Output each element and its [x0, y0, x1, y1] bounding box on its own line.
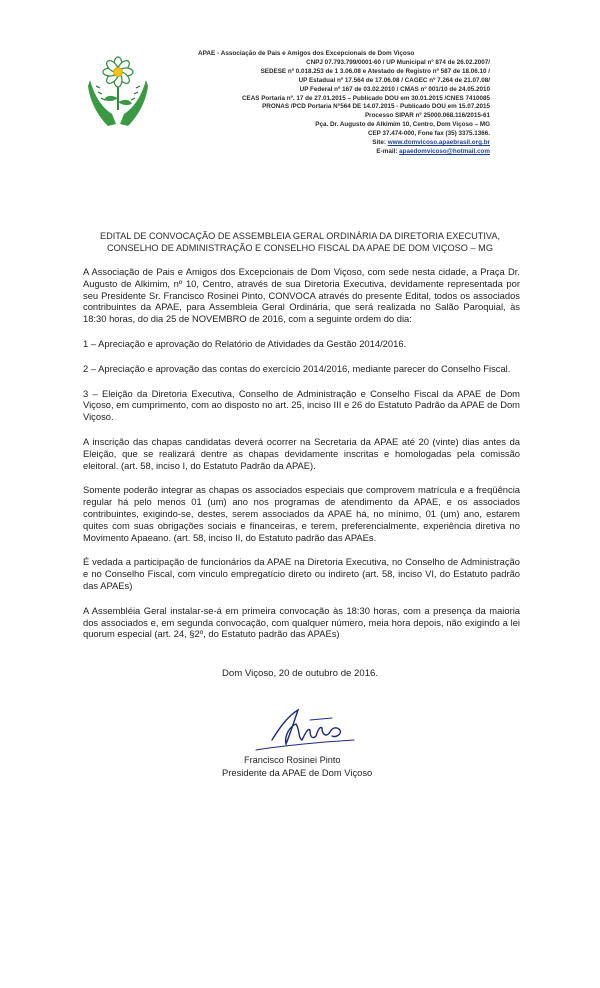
paragraph-item-1: 1 – Apreciação e aprovação do Relatório de Atividades da Gestão 2014/2016.	[83, 337, 407, 349]
site-row	[160, 139, 490, 148]
document-title	[40, 230, 560, 254]
letterhead-line: Processo SIPAR nº 25000.068.116/2015-61	[364, 112, 490, 120]
signatory-role: Presidente da APAE de Dom Viçoso	[222, 767, 373, 778]
signatory-name: Francisco Rosinei Pinto	[244, 755, 341, 765]
letterhead-line: Pça. Dr. Augusto de Alkimim 10, Centro, Dom Viçoso – MG	[315, 121, 490, 129]
site-link[interactable]: www.domvicoso.apaebrasil.org.br	[387, 139, 490, 147]
apae-logo-icon	[86, 50, 150, 128]
organization-name: APAE - Associação de Pais e Amigos dos Excepcionais de Dom Viçoso	[198, 50, 415, 57]
paragraph-eligibility: Somente poderão integrar as chapas os associados especiais que comprovem matrícula e a freqüência regular há pelo menos 01 (um) ano nos programas de atendimento da APAE, e os associados contribuintes, exigindo-se, destes, serem associados da APAE há, no mínimo, 01 (um) ano, estarem quites com suas obrigações sociais e financeiras, e terem, preferencialmente, experiência diretiva no Movimento Apaeano. (art. 58, inciso II, do Estatuto padrão das APAEs.	[83, 484, 520, 543]
letterhead-line: CNPJ 07.793.799/0001-60 / UP Municipal nº 874 de 26.02.2007/	[306, 58, 490, 66]
letterhead-line: CEAS Portaria nº. 17 de 27.01.2015 – Publicado DOU em 30.01.2015 /CNES 7410085	[241, 94, 490, 102]
paragraph-item-2: 2 – Apreciação e aprovação das contas do exercício 2014/2016, mediante parecer do Conselho Fiscal.	[83, 362, 511, 374]
letterhead-line: UP Federal nº 167 de 03.02.2010 / CMAS nº 001/10 de 24.05.2010	[299, 85, 490, 93]
paragraph-quorum: A Assembléia Geral instalar-se-á em primeira convocação às 18:30 horas, com a presença da maioria dos associados e, em segunda convocação, com qualquer número, meia hora depois, não exigindo a lei quorum especial (art. 24, §2º, do Estatuto padrão das APAEs)	[83, 604, 520, 640]
email-label: E-mail:	[376, 147, 398, 155]
document-body	[83, 266, 520, 653]
paragraph-intro: A Associação de Pais e Amigos dos Excepcionais de Dom Viçoso, com sede nesta cidade, a Praça Dr. Augusto de Alkimim, nº 10, Centro, através de sua Diretoria Executiva, devidamente representada por seu Presidente Sr. Francisco Rosinei Pinto, CONVOCA através do presente Edital, todos os associados contribuintes da APAE, para Assembleia Geral Ordinária, que será realizada no Salão Paroquial, às 18:30 horas, do dia 25 de NOVEMBRO de 2016, com a seguinte ordem do dia:	[83, 266, 520, 325]
paragraph-restriction: É vedada a participação de funcionários da APAE na Diretoria Executiva, no Conselho de Administração e no Conselho Fiscal, com vinculo empregatício direto ou indireto (art. 58, inciso VI, do Estatuto padrão das APAEs)	[83, 556, 520, 591]
title-line-2: CONSELHO DE ADMINISTRAÇÃO E CONSELHO FISCAL DA APAE DE DOM VIÇOSO – MG	[107, 243, 493, 253]
title-line-1: EDITAL DE CONVOCAÇÃO DE ASSEMBLEIA GERAL ORDINÁRIA DA DIRETORIA EXECUTIVA,	[99, 231, 501, 241]
letterhead-line: CEP 37.474-000, Fone fax (35) 3375.1366.	[367, 130, 490, 138]
document-date: Dom Viçoso, 20 de outubro de 2016.	[221, 668, 379, 679]
email-row	[160, 148, 490, 157]
letterhead-line: PRONAS /PCD Portaria N°564 DE 14.07.2015 - Publicado DOU em 15.07.2015	[262, 103, 490, 111]
email-link[interactable]: apaedomvicoso@hotmail.com	[399, 147, 490, 155]
letterhead-line: UP Estadual nº 17.564 de 17.06.08 / CAGEC nº 7.264 de 21.07.08/	[298, 76, 490, 84]
paragraph-registration: A inscrição das chapas candidatas deverá ocorrer na Secretaria da APAE até 20 (vinte) dias antes da Eleição, que se realizará dentre as chapas devidamente inscritas e homologadas pela comissão eleitoral. (art. 58, inciso I, do Estatuto Padrão da APAE).	[83, 435, 520, 471]
letterhead-line: SEDESE nº 0.018.253 de 1 3.06.08 e Atestado de Registro nº 587 de 18.06.10 /	[260, 67, 490, 75]
letterhead	[160, 50, 490, 157]
paragraph-item-3: 3 – Eleição da Diretoria Executiva, Conselho de Administração e Conselho Fiscal da APAE de Dom Viçoso, em cumprimento, com ao disposto no art. 25, inciso III e 26 do Estatuto Padrão da APAE de Dom Viçoso.	[83, 387, 520, 423]
handwritten-signature-icon	[250, 700, 360, 760]
site-label: Site:	[372, 139, 386, 147]
